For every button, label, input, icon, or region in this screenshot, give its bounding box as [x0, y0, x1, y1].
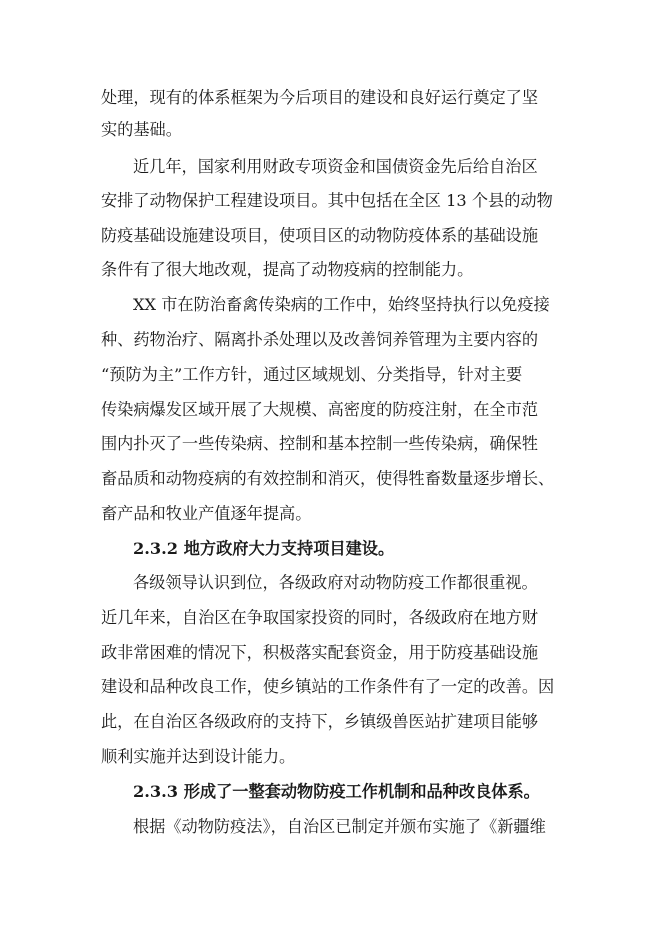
- text-line: 顺利实施并达到设计能力。: [101, 747, 296, 766]
- paragraph-start-line: 各级领导认识到位，各级政府对动物防疫工作都很重视。: [133, 573, 538, 592]
- text-line: 处理，现有的体系框架为今后项目的建设和良好运行奠定了坚: [101, 88, 539, 107]
- text-line: 实的基础。: [101, 120, 182, 139]
- text-line: 政非常困难的情况下，积极落实配套资金，用于防疫基础设施: [101, 643, 539, 662]
- text-line: 建设和品种改良工作，使乡镇站的工作条件有了一定的改善。因: [101, 677, 555, 696]
- paragraph-start-line: 近几年，国家利用财政专项资金和国债资金先后给自治区: [133, 157, 538, 176]
- text-line: 种、药物治疗、隔离扑杀处理以及改善饲养管理为主要内容的: [101, 330, 539, 349]
- text-line: 近几年来，自治区在争取国家投资的同时，各级政府在地方财: [101, 608, 539, 627]
- text-line: 围内扑灭了一些传染病、控制和基本控制一些传染病，确保牲: [101, 434, 539, 453]
- text-line: 此，在自治区各级政府的支持下，乡镇级兽医站扩建项目能够: [101, 712, 539, 731]
- text-line: 安排了动物保护工程建设项目。其中包括在全区 13 个县的动物: [101, 191, 553, 210]
- section-heading: 2.3.3 形成了一整套动物防疫工作机制和品种改良体系。: [133, 782, 540, 801]
- text-line: 传染病爆发区域开展了大规模、高密度的防疫注射，在全市范: [101, 400, 539, 419]
- paragraph-start-line: 根据《动物防疫法》，自治区已制定并颁布实施了《新疆维: [133, 817, 546, 836]
- text-line: 防疫基础设施建设项目，使项目区的动物防疫体系的基础设施: [101, 226, 539, 245]
- paragraph-start-line: XX 市在防治畜禽传染病的工作中，始终坚持执行以免疫接: [133, 295, 550, 314]
- text-line: “预防为主”工作方针，通过区域规划、分类指导，针对主要: [101, 365, 523, 384]
- text-line: 畜产品和牧业产值逐年提高。: [101, 504, 312, 523]
- text-line: 条件有了很大地改观，提高了动物疫病的控制能力。: [101, 260, 474, 279]
- section-heading: 2.3.2 地方政府大力支持项目建设。: [133, 539, 395, 558]
- text-line: 畜品质和动物疫病的有效控制和消灭，使得牲畜数量逐步增长、: [101, 469, 555, 488]
